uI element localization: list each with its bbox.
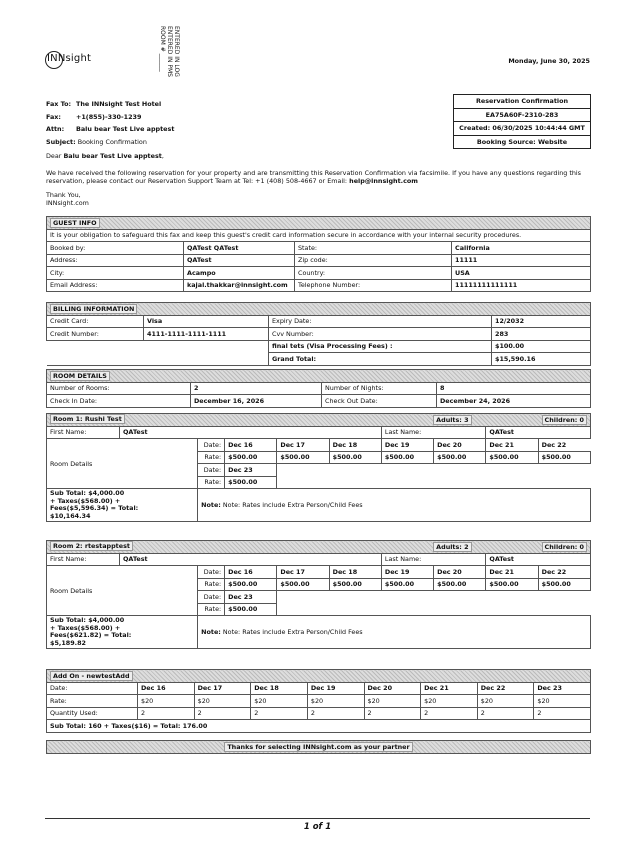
fax-header: Fax To: The INNsight Test Hotel Fax: +1(855)-330-1239 Attn: Balu bear Test Live apptest Subject: Booking Confirmation	[46, 100, 175, 146]
room-details-header: ROOM DETAILS	[50, 371, 110, 381]
logo: INNsight	[47, 53, 92, 64]
room-details-table: ROOM DETAILS Number of Rooms: 2 Number of Nights: 8 Check In Date: December 16, 2026 Check Out Date: December 24, 2026	[46, 369, 591, 408]
thanks-bar: Thanks for selecting INNsight.com as your partner	[46, 740, 591, 754]
addon-table: Add On - newtestAdd Date: Dec 16 Dec 17 Dec 18 Dec 19 Dec 20 Dec 21 Dec 22 Dec 23 Rate: $20 $20 $20 $20 $20 $20 $20 $20 Quantity Used: 2 2 2 2 2 2 2 2 Sub Total: 160 + Taxes($16) = Total: 176.00	[46, 669, 591, 733]
room-1-header: Room 1: Rushi Test	[50, 414, 125, 424]
page-number: 1 of 1	[303, 822, 332, 832]
room-2-table: Room 2: rtestapptest Children: 0 Adults: 2 First Name: QATest Last Name: QATest Room Details Date: Dec 16 Dec 17 Dec 18 Dec 19 Dec 20 Dec 21 Dec 22 Rate: $500.00 $500.00 $500.00 $500.00 $500.00 $500.00 $500.00 Date: Dec 23 Rate: $500.00 Sub Total: $4,000.00 + Taxes($568.00) + Fees($621.82) = Total: $5,189.82 Note: Note: Rates include Extra Person/Child Fees	[46, 540, 591, 649]
guest-info-table: GUEST INFO It is your obligation to safeguard this fax and keep this guest's credit card information secure in accordance with your internal security procedures. Booked by: QATest QATest State: California Address: QATest Zip code: 11111 City: Acampo Country: USA Email Address: kajal.thakkar@innsight.com Telephone Number: 11111111111111	[46, 216, 591, 292]
billing-table: BILLING INFORMATION Credit Card: Visa Expiry Date: 12/2032 Credit Number: 4111-1111-1111-1111 Cvv Number: 283 final tets (Visa Processing Fees) : $100.00 Grand Total: $15,590.16	[46, 302, 591, 366]
reservation-code: EA75A60F-2310-283	[454, 109, 590, 123]
reservation-title: Reservation Confirmation	[454, 95, 590, 109]
billing-header: BILLING INFORMATION	[50, 304, 137, 314]
room-2-header: Room 2: rtestapptest	[50, 541, 133, 551]
footer-divider	[45, 818, 590, 819]
document-date: Monday, June 30, 2025	[508, 57, 590, 65]
addon-subtotal: Sub Total: 160 + Taxes($16) = Total: 176.00	[47, 720, 591, 733]
intro-text: Dear Balu bear Test Live apptest, We have received the following reservation for your property and are transmitting this Reservation Confirmation via facsimile. If you have any questions regarding this reservation, please contact our Reservation Support Team at Tel: +1 (408) 508-4667 or Email: help@innsight.com Thank You, INNsight.com	[46, 152, 582, 208]
reservation-created: Created: 06/30/2025 10:44:44 GMT	[454, 122, 590, 136]
reservation-box	[453, 94, 591, 149]
addon-header: Add On - newtestAdd	[50, 671, 133, 681]
booking-source: Booking Source: Website	[476, 137, 568, 146]
security-notice: It is your obligation to safeguard this fax and keep this guest's credit card information secure in accordance with your internal security procedures.	[47, 229, 591, 242]
guest-info-header: GUEST INFO	[50, 218, 100, 228]
room-1-table: Room 1: Rushi Test Children: 0 Adults: 3 First Name: QATest Last Name: QATest Room Details Date: Dec 16 Dec 17 Dec 18 Dec 19 Dec 20 Dec 21 Dec 22 Rate: $500.00 $500.00 $500.00 $500.00 $500.00 $500.00 $500.00 Date: Dec 23 Rate: $500.00 Sub Total: $4,000.00 + Taxes($568.00) + Fees($5,596.34) = Total: $10,164.34 Note: Note: Rates include Extra Person/Child Fees	[46, 413, 591, 522]
entered-stamp: ENTERED IN LOG ENTERED IN PMS ROOM # ______	[159, 26, 180, 77]
